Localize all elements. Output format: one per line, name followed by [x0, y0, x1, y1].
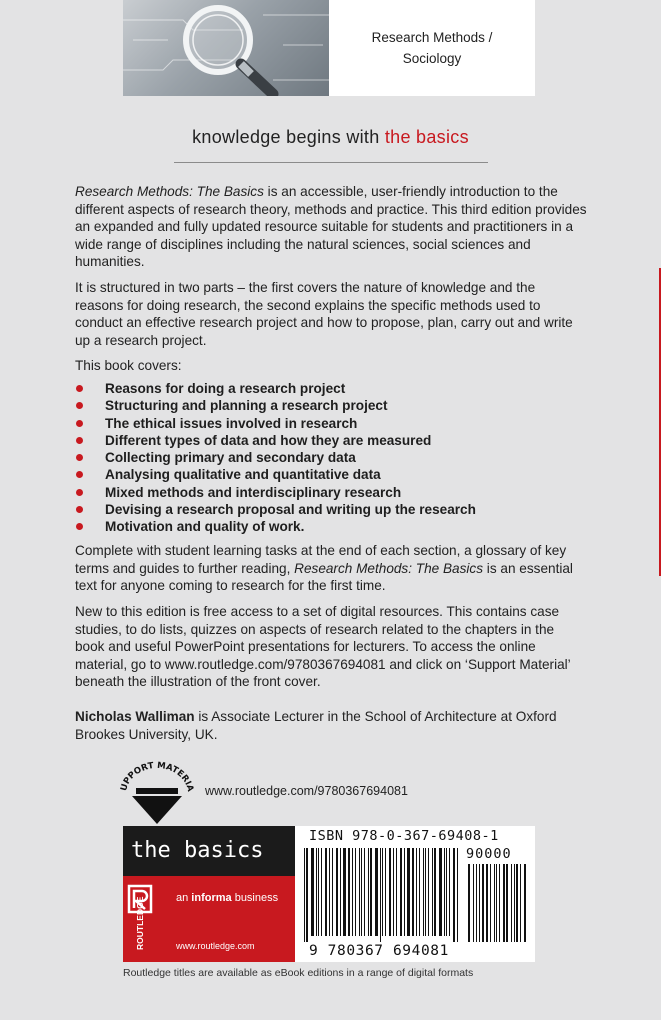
complete-text-before: Complete with student learning tasks at the end of each section, a glossary of key terms and guides to further reading,: [75, 543, 567, 576]
bullet-icon: [76, 437, 83, 444]
book-title-italic: Research Methods: The Basics: [294, 560, 484, 576]
barcode-bars: [298, 848, 532, 942]
barcode-digits: 9 780367 694081: [309, 943, 449, 959]
list-item: [75, 415, 575, 432]
series-title: the basics: [131, 838, 264, 863]
intro-text: is an accessible, user-friendly introduction to the different aspects of research theory, methods and practice. This third edition provides an expanded and fully updated resource suitable for students and practitioners in a wide range of disciplines including the natural sciences, social sciences and humanities.: [75, 184, 587, 270]
complete-text-after: is an essential text for anyone coming to research for the first time.: [75, 560, 573, 594]
author-bio: [75, 708, 587, 743]
support-badge-text: UPPORT MATERIA: [119, 760, 195, 793]
list-item-text: Devising a research proposal and writing up the research: [105, 502, 476, 518]
list-item: [75, 466, 575, 483]
author-bio-text: is Associate Lecturer in the School of Architecture at Oxford Brookes University, UK.: [75, 709, 557, 742]
list-item: [75, 484, 575, 501]
magnifying-glass-icon: [123, 0, 329, 96]
intro-paragraph: [75, 183, 587, 271]
bullet-icon: [76, 402, 83, 409]
list-item: [75, 432, 575, 449]
bullet-icon: [76, 454, 83, 461]
bullet-icon: [76, 506, 83, 513]
ebook-availability-note: Routledge titles are available as eBook editions in a range of digital formats: [123, 967, 474, 979]
routledge-logo: [127, 884, 165, 954]
isbn-number: ISBN 978-0-367-69408-1: [309, 828, 499, 844]
informa-word: informa: [191, 892, 232, 904]
publisher-url[interactable]: www.routledge.com: [176, 941, 255, 951]
covers-list: [75, 380, 575, 536]
book-title-italic: Research Methods: The Basics: [75, 184, 264, 199]
publisher-name: ROUTLEDGE: [135, 896, 145, 950]
list-item: [75, 397, 575, 414]
covers-heading: This book covers:: [75, 358, 182, 373]
divider-rule: [174, 162, 488, 163]
list-item-text: The ethical issues involved in research: [105, 415, 358, 431]
bullet-icon: [76, 385, 83, 392]
price-addon-code: 90000: [466, 846, 512, 862]
new-edition-paragraph: New to this edition is free access to a set of digital resources. This contains case studies, to do lists, quizzes on aspects of research related to the chapters in the book and useful PowerPoint presentations for lecturers. To access the online material, go to www.routledge.com/9780367694081 and click on ‘Support Material’ beneath the illustration of the front cover.: [75, 604, 571, 690]
list-item-text: Different types of data and how they are measured: [105, 432, 432, 448]
subject-category-label: [329, 0, 535, 96]
list-item-text: Analysing qualitative and quantitative data: [105, 467, 381, 483]
tagline-text: knowledge begins with: [192, 127, 385, 147]
magnifier-cover-image: [123, 0, 329, 96]
list-item: [75, 501, 575, 518]
list-item-text: Reasons for doing a research project: [105, 381, 346, 396]
bullet-icon: [76, 489, 83, 496]
author-name: Nicholas Walliman: [75, 709, 195, 724]
download-arrow-icon: [118, 760, 196, 826]
bullet-icon: [76, 471, 83, 478]
informa-tagline: [176, 892, 278, 904]
list-item-text: Collecting primary and secondary data: [105, 450, 356, 466]
routledge-r-icon: [127, 884, 165, 954]
category-line-1: Research Methods /: [371, 30, 493, 45]
list-item-text: Mixed methods and interdisciplinary research: [105, 484, 402, 500]
list-item-text: Motivation and quality of work.: [105, 519, 305, 535]
list-item-text: Structuring and planning a research project: [105, 398, 388, 414]
informa-prefix: an: [176, 892, 192, 904]
support-material-badge: [118, 760, 196, 826]
bullet-icon: [76, 523, 83, 530]
list-item: [75, 380, 575, 397]
informa-suffix: business: [231, 892, 279, 904]
list-item: [75, 518, 575, 535]
structure-paragraph: It is structured in two parts – the first covers the nature of knowledge and the reasons for doing research, the second explains the specific methods used to conduct an effective research project and how to propose, plan, carry out and write up a research project.: [75, 280, 573, 348]
complete-paragraph: [75, 542, 587, 595]
support-url[interactable]: www.routledge.com/9780367694081: [205, 784, 408, 798]
category-line-2: Sociology: [402, 51, 462, 66]
tagline-accent: the basics: [384, 127, 469, 147]
bullet-icon: [76, 420, 83, 427]
list-item: [75, 449, 575, 466]
series-tagline: [0, 127, 661, 148]
